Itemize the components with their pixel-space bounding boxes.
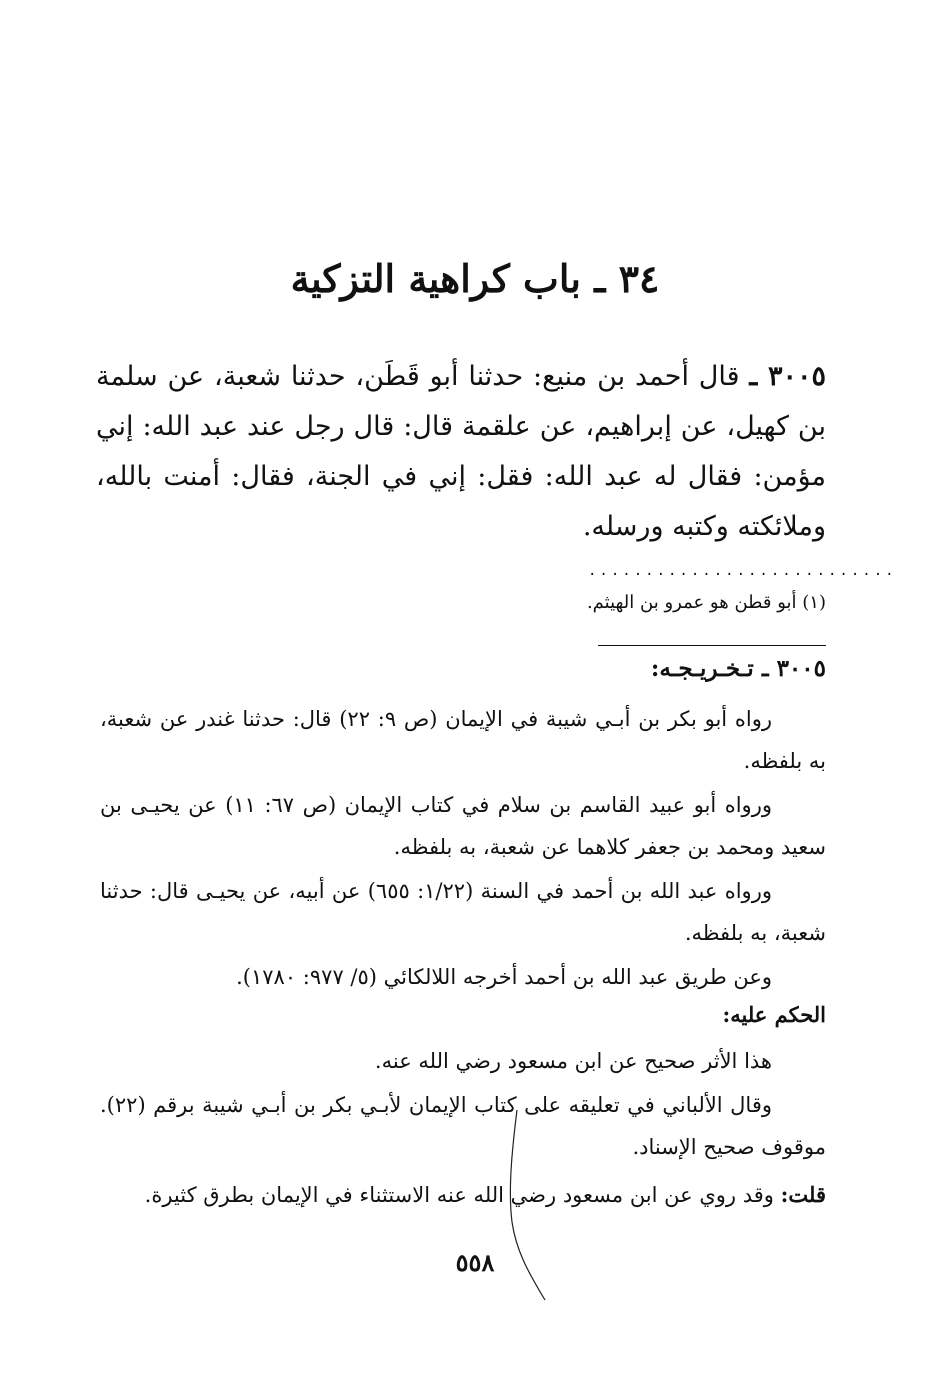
footnote-rule <box>598 645 826 646</box>
qult-paragraph <box>100 1174 826 1216</box>
takhrij-heading: ٣٠٠٥ ـ تـخـريـجـه: <box>650 655 826 682</box>
takhrij-paragraph: رواه أبو بكر بن أبـي شيبة في الإيمان (ص ٩: ٢٢) قال: حدثنا غندر عن شعبة، به بلفظه. <box>100 707 826 773</box>
qult-text: وقد روي عن ابن مسعود رضي الله عنه الاستثناء في الإيمان بطرق كثيرة. <box>144 1183 781 1207</box>
takhrij-paragraph: ورواه عبد الله بن أحمد في السنة (١/٢٢: ٦٥٥) عن أبيه، عن يحيـى قال: حدثنا شعبة، به بلفظه. <box>100 879 826 945</box>
hadith-body: قال أحمد بن منيع: حدثنا أبو قَطَن، حدثنا شعبة، عن سلمة بن كهيل، عن إبراهيم، عن علقمة قال: قال رجل عند عبد الله: إني مؤمن: فقال له عبد الله: فقل: إني في الجنة، فقال: أمنت بالله، وملائكته وكتبه ورسله. <box>96 361 826 542</box>
takhrij-paragraph: وعن طريق عبد الله بن أحمد أخرجه اللالكائي (٥/ ٩٧٧: ١٧٨٠). <box>236 965 772 989</box>
hadith-number: ٣٠٠٥ ـ <box>749 361 826 392</box>
takhrij-paragraph: ورواه أبو عبيد القاسم بن سلام في كتاب الإيمان (ص ٦٧: ١١) عن يحيـى بن سعيد ومحمد بن جعفر كلاهما عن شعبة، به بلفظه. <box>100 793 826 859</box>
footnote: (١) أبو قطن هو عمرو بن الهيثم. <box>586 592 826 613</box>
hukm-paragraph: هذا الأثر صحيح عن ابن مسعود رضي الله عنه. <box>374 1049 772 1073</box>
hukm-paragraph: وقال الألباني في تعليقه على كتاب الإيمان لأبـي بكر بن أبـي شيبة برقم (٢٢). موقوف صحيح الإسناد. <box>100 1093 826 1159</box>
page-number: ٥٥٨ <box>455 1248 495 1277</box>
qult-label: قلت: <box>780 1182 826 1207</box>
chapter-title: ٣٤ ـ باب كراهية التزكية <box>290 256 660 301</box>
hukm-heading: الحكم عليه: <box>722 1002 826 1027</box>
hadith-text-block <box>96 352 826 552</box>
footnote-separator-dots: ........................... <box>588 563 897 579</box>
